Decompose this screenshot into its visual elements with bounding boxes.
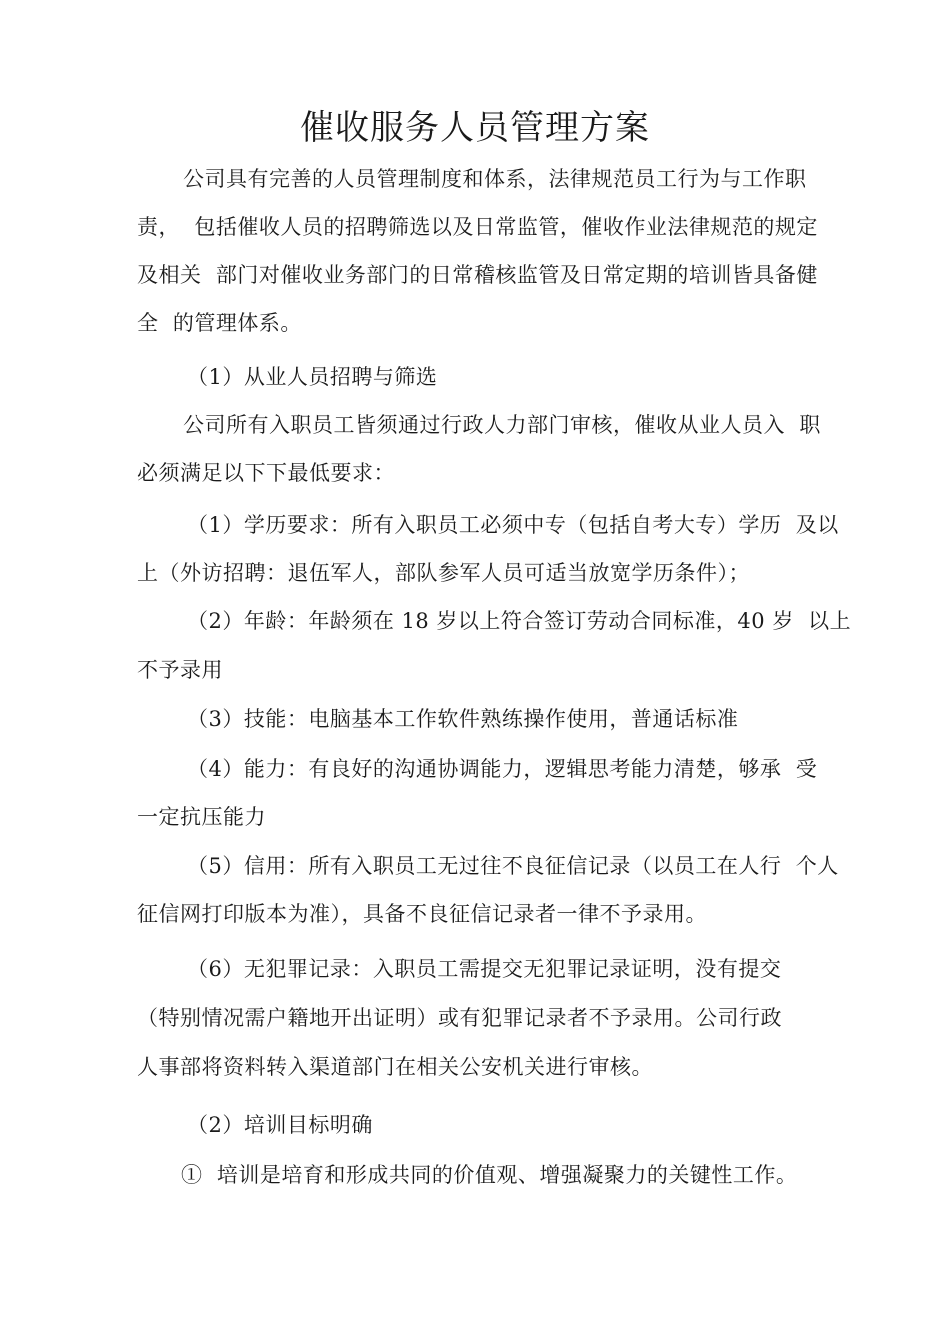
paragraph-line: 公司具有完善的人员管理制度和体系，法律规范员工行为与工作职 [183, 167, 807, 191]
list-item: ① 培训是培育和形成共同的价值观、增强凝聚力的关键性工作。 [181, 1163, 798, 1187]
paragraph-line: 全 的管理体系。 [137, 311, 302, 335]
list-item: （4）能力：有良好的沟通协调能力，逻辑思考能力清楚，够承 受 [187, 757, 818, 781]
section-heading: （2）培训目标明确 [187, 1113, 373, 1137]
paragraph-line: 公司所有入职员工皆须通过行政人力部门审核，催收从业人员入 职 [183, 413, 821, 437]
list-item: （5）信用：所有入职员工无过往不良征信记录（以员工在人行 个人 [187, 854, 839, 878]
paragraph-line: 责， 包括催收人员的招聘筛选以及日常监管，催收作业法律规范的规定 [137, 215, 818, 239]
paragraph-line: 及相关 部门对催收业务部门的日常稽核监管及日常定期的培训皆具备健 [137, 263, 818, 287]
list-item: （6）无犯罪记录：入职员工需提交无犯罪记录证明，没有提交 [187, 957, 782, 981]
list-item-continuation: 征信网打印版本为准），具备不良征信记录者一律不予录用。 [137, 902, 707, 926]
list-item-continuation: （特别情况需户籍地开出证明）或有犯罪记录者不予录用。公司行政 [137, 1006, 782, 1030]
section-heading: （1）从业人员招聘与筛选 [187, 365, 438, 389]
list-item: （2）年龄：年龄须在 18 岁以上符合签订劳动合同标准，40 岁 以上 [187, 609, 852, 633]
list-item-continuation: 人事部将资料转入渠道部门在相关公安机关进行审核。 [137, 1055, 653, 1079]
list-item: （3）技能：电脑基本工作软件熟练操作使用，普通话标准 [187, 707, 739, 731]
paragraph-line: 必须满足以下下最低要求： [137, 461, 395, 485]
list-item: （1）学历要求：所有入职员工必须中专（包括自考大专）学历 及以 [187, 513, 839, 537]
list-item-continuation: 上（外访招聘：退伍军人，部队参军人员可适当放宽学历条件）； [137, 561, 750, 585]
list-item-continuation: 一定抗压能力 [137, 805, 266, 829]
document-title: 催收服务人员管理方案 [300, 108, 650, 148]
list-item-continuation: 不予录用 [137, 658, 223, 682]
